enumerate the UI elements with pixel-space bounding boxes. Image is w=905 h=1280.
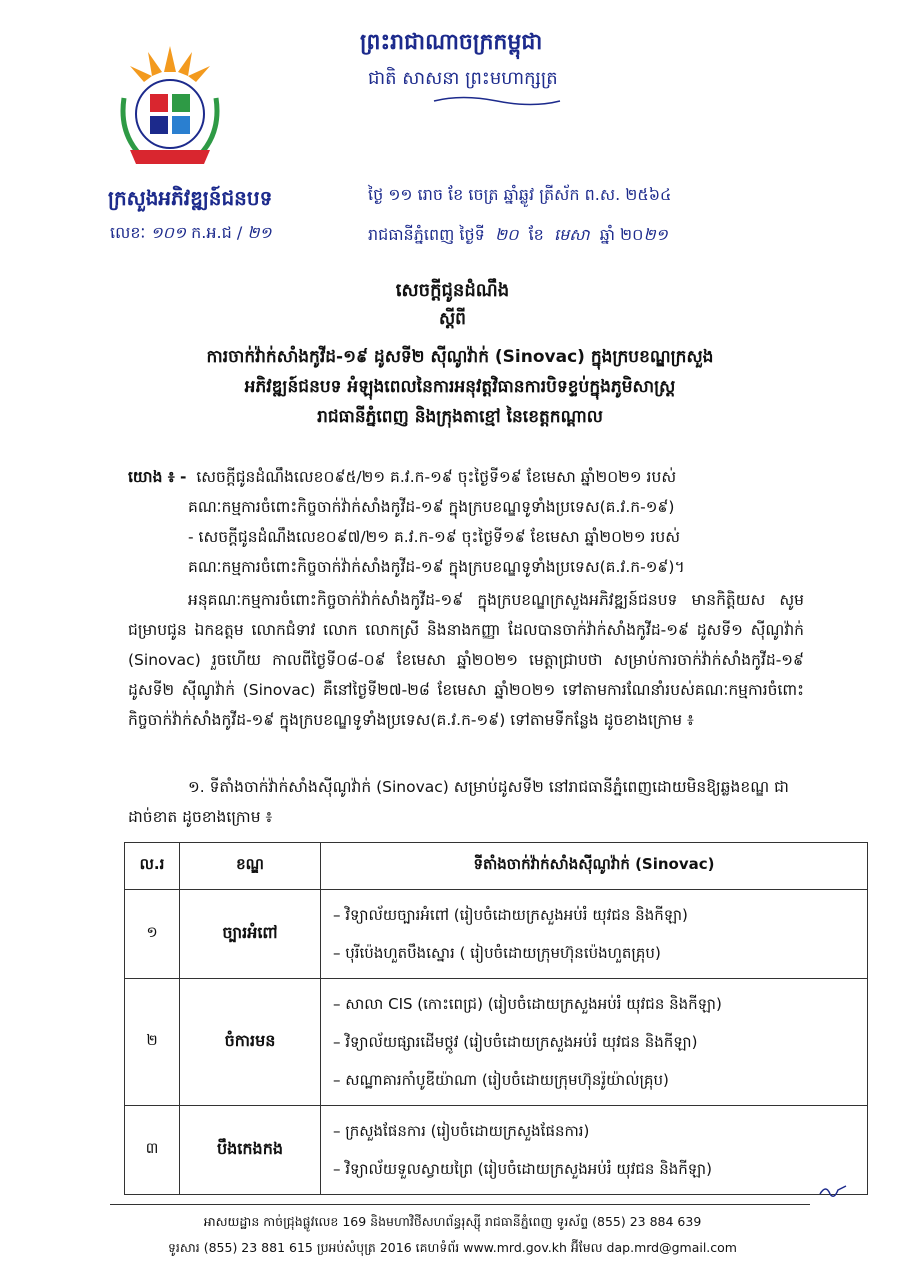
site-list: [321, 1106, 868, 1195]
vaccination-sites-table: [124, 842, 868, 1195]
site-item: – វិទ្យាល័យទួលស្វាយព្រៃ (រៀបចំដោយក្រសួងអប់រំ យុវជន និងកីឡា): [333, 1160, 712, 1178]
reference-1-line-2: គណៈកម្មការចំពោះកិច្ចចាក់វ៉ាក់សាំងកូវីដ-១៩ ក្នុងក្របខណ្ឌទូទាំងប្រទេស(គ.វ.ក-១៩): [188, 498, 675, 516]
site-item: – ក្រសួងផែនការ (រៀបចំដោយក្រសួងផែនការ): [333, 1122, 590, 1140]
solar-year-handwritten: ២១: [643, 225, 668, 244]
reference-1-line-1: សេចក្តីជូនដំណឹងលេខ០៩៥/២១ គ.វ.ក-១៩ ចុះថ្ងៃទី១៩ ខែមេសា ឆ្នាំ២០២១ របស់: [196, 468, 677, 486]
references-section: [128, 462, 808, 582]
district-name: ច្បារអំពៅ: [180, 890, 321, 979]
lunar-date: ថ្ងៃ ១១ រោច ខែ ចេត្រ ឆ្នាំឆ្លូវ ត្រីស័ក ព.ស. ២៥៦៤: [368, 185, 672, 204]
table-header-row: [125, 843, 868, 890]
footer-address: អាសយដ្ឋាន កាច់ជ្រុងផ្លូវលេខ 169 និងមហាវិថីសហព័ន្ធរុស្ស៊ី រាជធានីភ្នំពេញ ទូរស័ព្ទ (855) 23 884 639: [203, 1214, 702, 1229]
document-subject: [120, 342, 800, 432]
site-item: – សាលា CIS (កោះពេជ្រ) (រៀបចំដោយក្រសួងអប់រំ យុវជន និងកីឡា): [333, 995, 722, 1013]
point-1-paragraph: ១. ទីតាំងចាក់វ៉ាក់សាំងស៊ីណូវ៉ាក់ (Sinovac) សម្រាប់ដូសទី២ នៅរាជធានីភ្នំពេញដោយមិនឱ្យឆ្លងខណ្ឌ ជាដាច់ខាត ដូចខាងក្រោម ៖: [128, 778, 789, 826]
reference-number: លេខៈ ១០១ ក.អ.ជ / ២១: [110, 223, 272, 242]
footer-contact: ទូរសារ (855) 23 881 615 ប្រអប់សំបុត្រ 2016 គេហទំព័រ www.mrd.gov.kh អ៊ីមែល dap.mrd@gmail.com: [168, 1240, 737, 1255]
site-item: – បុរីប៉េងហួតបឹងស្នោរ ( រៀបចំដោយក្រុមហ៊ុនប៉េងហួតគ្រុប): [333, 944, 661, 962]
document-type: សេចក្តីជូនដំណឹង: [395, 280, 510, 301]
solar-month-handwritten: មេសា: [554, 225, 590, 244]
ministry-logo: [108, 38, 232, 178]
subject-line-1: ការចាក់វ៉ាក់សាំងកូវីដ-១៩ ដូសទី២ ស៊ីណូវ៉ាក់ (Sinovac) ក្នុងក្របខណ្ឌក្រសួង: [206, 347, 714, 367]
sun-rays-icon: [130, 46, 210, 82]
flourish-divider: [432, 94, 562, 108]
row-number: ២: [125, 979, 180, 1106]
header-district: ខណ្ឌ: [180, 843, 321, 890]
solar-year-label: ឆ្នាំ ២០: [599, 225, 644, 244]
solar-date-prefix: រាជធានីភ្នំពេញ ថ្ងៃទី: [368, 225, 485, 244]
reference-2-line-1: - សេចក្តីជូនដំណឹងលេខ០៩៧/២១ គ.វ.ក-១៩ ចុះថ្ងៃទី១៩ ខែមេសា ឆ្នាំ២០២១ របស់: [188, 528, 680, 546]
ref-number-handwritten: ១០១: [150, 223, 186, 242]
initial-signature: [818, 1182, 848, 1200]
table-row: [125, 890, 868, 979]
row-number: ៣: [125, 1106, 180, 1195]
national-motto: ជាតិ សាសនា ព្រះមហាក្សត្រ: [368, 68, 558, 89]
reference-2-line-2: គណៈកម្មការចំពោះកិច្ចចាក់វ៉ាក់សាំងកូវីដ-១៩ ក្នុងក្របខណ្ឌទូទាំងប្រទេស(គ.វ.ក-១៩)។: [188, 558, 685, 576]
site-list: [321, 890, 868, 979]
subject-line-2: អភិវឌ្ឍន៍ជនបទ អំឡុងពេលនៃការអនុវត្តវិធានការបិទខ្ទប់ក្នុងភូមិសាស្ត្រ: [244, 377, 676, 397]
row-number: ១: [125, 890, 180, 979]
table-row: [125, 979, 868, 1106]
ref-label: លេខៈ: [110, 223, 146, 242]
references-label: យោង ៖ -: [128, 468, 187, 486]
ref-year-handwritten: ២១: [247, 223, 272, 242]
solar-day-handwritten: ២០: [494, 225, 519, 244]
about-label: ស្តីពី: [439, 309, 466, 329]
site-item: – វិទ្យាល័យផ្សារដើមថ្កូវ (រៀបចំដោយក្រសួងអប់រំ យុវជន និងកីឡា): [333, 1033, 698, 1051]
site-item: – សណ្ឋាគារកាំបូឌីយ៉ាណា (រៀបចំដោយក្រុមហ៊ុនរ៉ូយ៉ាល់គ្រុប): [333, 1071, 669, 1089]
site-item: – វិទ្យាល័យច្បារអំពៅ (រៀបចំដោយក្រសួងអប់រំ យុវជន និងកីឡា): [333, 906, 688, 924]
ref-suffix: ក.អ.ជ: [191, 223, 232, 242]
header-number: ល.រ: [125, 843, 180, 890]
kingdom-title: ព្រះរាជាណាចក្រកម្ពុជា: [360, 30, 543, 55]
solar-month-label: ខែ: [528, 225, 544, 244]
header-sites: ទីតាំងចាក់វ៉ាក់សាំងស៊ីណូវ៉ាក់ (Sinovac): [321, 843, 868, 890]
table-row: [125, 1106, 868, 1195]
footer-divider: [110, 1204, 810, 1205]
site-list: [321, 979, 868, 1106]
body-paragraph: អនុគណៈកម្មការចំពោះកិច្ចចាក់វ៉ាក់សាំងកូវីដ-១៩ ក្នុងក្របខណ្ឌក្រសួងអភិវឌ្ឍន៍ជនបទ មានកិត្តិយស សូមជម្រាបជូន ឯកឧត្តម លោកជំទាវ លោក លោកស្រី និងនាងកញ្ញា ដែលបានចាក់វ៉ាក់សាំងកូវីដ-១៩ ដូសទី១ ស៊ីណូវ៉ាក់ (Sinovac) រួចហើយ កាលពីថ្ងៃទី០៨-០៩ ខែមេសា ឆ្នាំ២០២១ មេត្តាជ្រាបថា សម្រាប់ការចាក់វ៉ាក់សាំងកូវីដ-១៩ ដូសទី២ ស៊ីណូវ៉ាក់ (Sinovac) គឺនៅថ្ងៃទី២៧-២៨ ខែមេសា ឆ្នាំ២០២១ ទៅតាមការណែនាំរបស់គណៈកម្មការចំពោះកិច្ចចាក់វ៉ាក់សាំងកូវីដ-១៩ ក្នុងក្របខណ្ឌទូទាំងប្រទេស(គ.វ.ក-១៩) ទៅតាមទីកន្លែង ដូចខាងក្រោម ៖: [128, 591, 804, 729]
solar-date: [368, 224, 668, 248]
ministry-name: ក្រសួងអភិវឌ្ឍន៍ជនបទ: [108, 186, 273, 210]
subject-line-3: រាជធានីភ្នំពេញ និងក្រុងតាខ្មៅ នៃខេត្តកណ្តាល: [317, 407, 603, 427]
district-name: ចំការមន: [180, 979, 321, 1106]
district-name: បឹងកេងកង: [180, 1106, 321, 1195]
